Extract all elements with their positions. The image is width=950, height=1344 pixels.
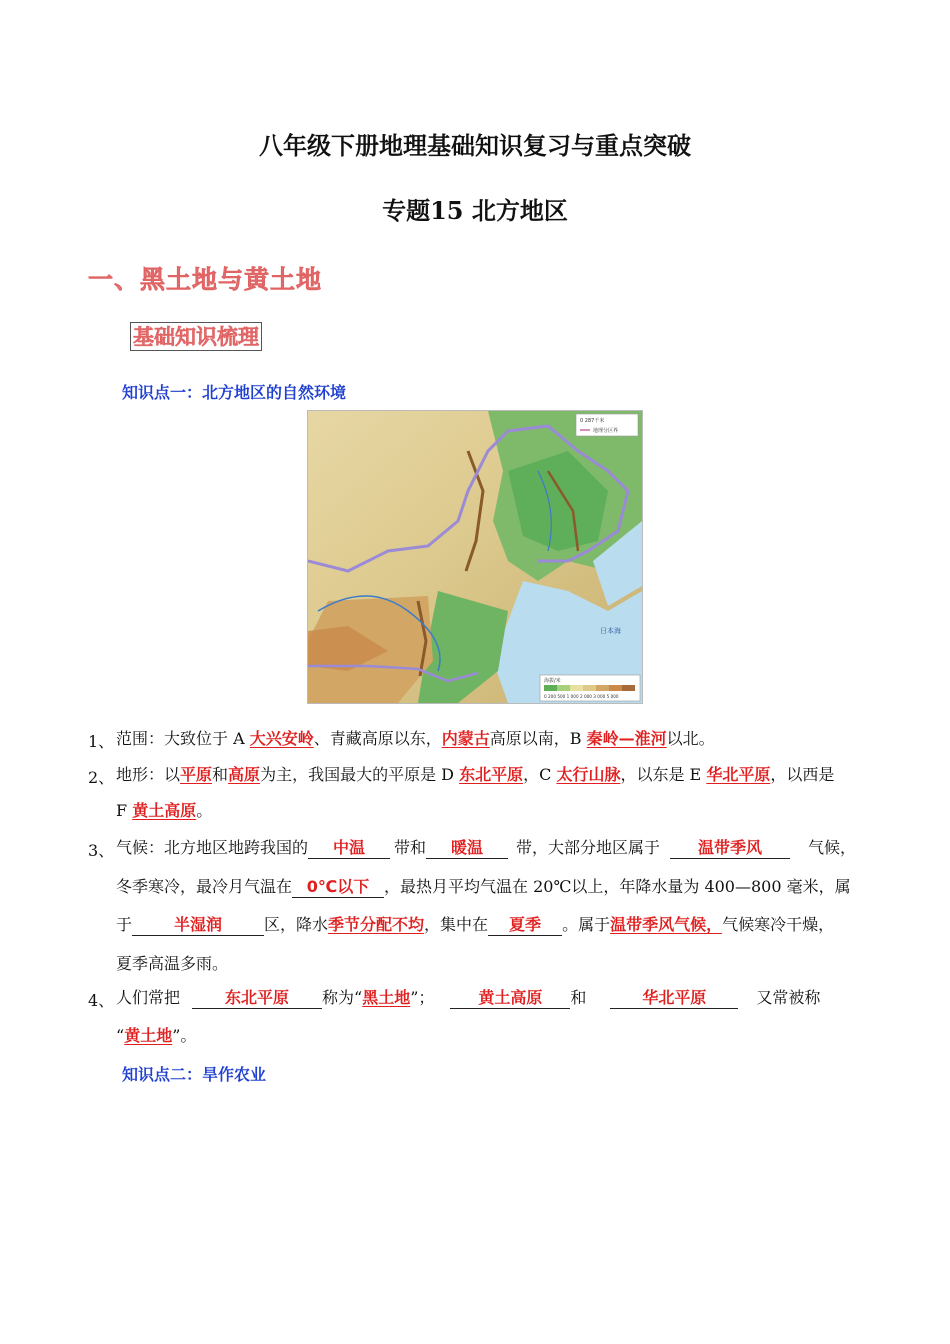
boxed-label: 基础知识梳理 [130, 322, 262, 351]
section-heading: 一、黑土地与黄土地 [88, 265, 323, 294]
scale-label: 0 287千米 [580, 418, 605, 424]
item-3-number: 3、 [88, 841, 115, 860]
item-3-line-4: 夏季高温多雨。 [116, 954, 229, 973]
doc-title: 八年级下册地理基础知识复习与重点突破 [259, 131, 691, 160]
elev-legend-ticks: 0 200 500 1 000 2 000 3 000 5 000 [544, 694, 619, 699]
item-2-line-1: 地形：以平原和高原为主，我国最大的平原是 D 东北平原，C 太行山脉，以东是 E 华北平原，以西是 [116, 765, 835, 784]
item-1-line: 范围：大致位于 A 大兴安岭、青藏高原以东，内蒙古高原以南，B 秦岭—淮河以北。 [116, 729, 715, 748]
knowledge-point-1: 知识点一：北方地区的自然环境 [122, 383, 347, 402]
legend-boundary-label: 地理分区界 [593, 428, 619, 434]
doc-subtitle: 专题15 北方地区 [382, 196, 568, 225]
item-3-line-2: 冬季寒冷，最冷月气温在 0℃以下 ，最热月平均气温在 20℃以上，年降水量为 400—800 毫米，属 [116, 877, 851, 896]
item-4-line-1: 人们常把 东北平原 称为“黑土地”； 黄土高原 和 华北平原 又常被称 [116, 988, 821, 1007]
knowledge-point-2: 知识点二：旱作农业 [122, 1065, 267, 1084]
item-4-line-2: “黄土地”。 [116, 1026, 197, 1045]
item-2-line-2: F 黄土高原。 [116, 801, 213, 820]
sea-label: 日本海 [600, 627, 621, 635]
item-2-number: 2、 [88, 768, 115, 787]
item-3-line-3: 于 半湿润 区，降水季节分配不均，集中在 夏季 。属于温带季风气候，气候寒冷干燥， [116, 915, 835, 934]
item-3-line-1: 气候：北方地区地跨我国的 中温 带和 暖温 带，大部分地区属于 温带季风 气候， [116, 838, 857, 857]
item-1-number: 1、 [88, 732, 115, 751]
item-4-number: 4、 [88, 991, 115, 1010]
north-region-map [307, 410, 643, 704]
elev-legend-title: 海拔/米 [544, 678, 561, 684]
